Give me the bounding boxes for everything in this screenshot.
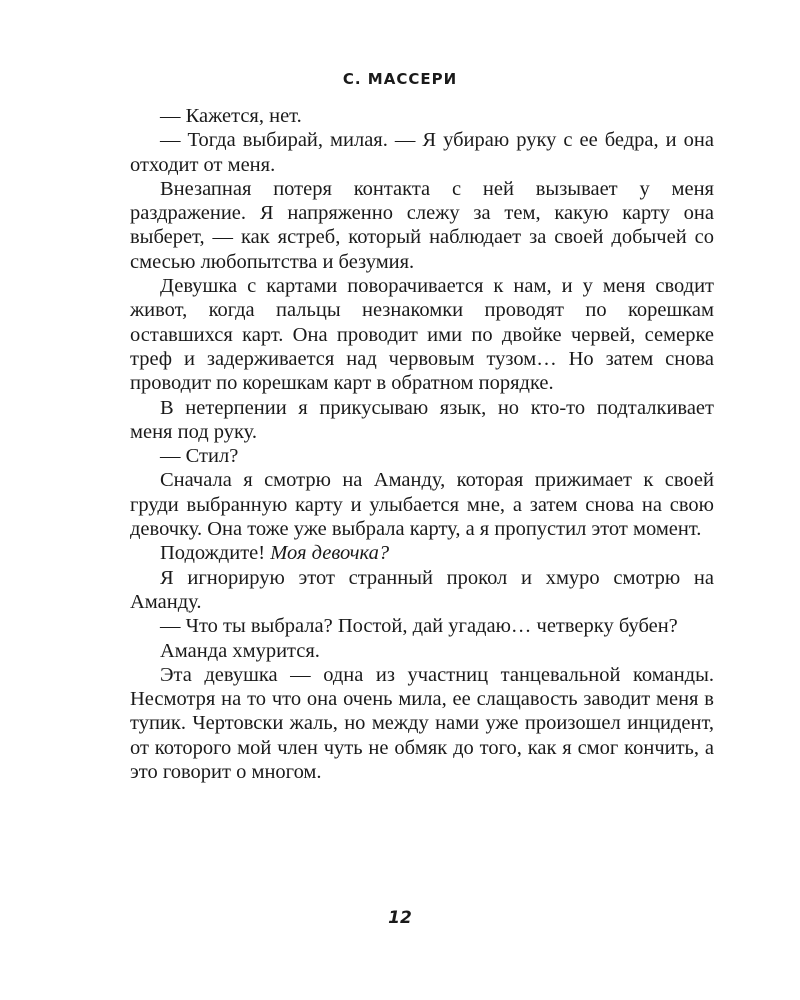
running-header: С. МАССЕРИ — [342, 70, 458, 88]
paragraph: — Что ты выбрала? Постой, дай угадаю… четверку бубен? — [160, 615, 678, 638]
paragraph: — Тогда выбирай, милая. — Я убираю руку с ее бедра, и она отходит от меня. — [130, 129, 714, 176]
paragraph: Девушка с картами поворачивается к нам, и у меня сводит живот, когда пальцы незнакомки проводят по корешкам оставшихся карт. Она проводит ими по двойке червей, семерке треф и задерживается над червовым тузом… Но затем снова проводит по корешкам карт в обратном порядке. — [130, 275, 714, 395]
paragraph: В нетерпении я прикусываю язык, но кто-то подталкивает меня под руку. — [130, 396, 714, 443]
paragraph: — Кажется, нет. — [160, 105, 302, 127]
paragraph: Эта девушка — одна из участниц танцевальной команды. Несмотря на то что она очень мила, ее слащавость заводит меня в тупик. Чертовски жаль, но между нами уже произошел инцидент, от которого мой член чуть не обмяк до того, как я смог кончить, а это говорит о многом. — [130, 663, 714, 784]
paragraph: — Стил? — [160, 445, 239, 468]
body-text — [130, 104, 714, 784]
paragraph-text: Подождите! — [160, 542, 271, 565]
paragraph — [130, 541, 714, 565]
paragraph: Сначала я смотрю на Аманду, которая прижимает к своей груди выбранную карту и улыбается мне, а затем снова на свою девочку. Она тоже уже выбрала карту, а я пропустил этот момент. — [130, 469, 714, 541]
paragraph-emphasis: Моя девочка? — [270, 542, 390, 565]
page-number: 12 — [388, 908, 412, 928]
paragraph: Я игнорирую этот странный прокол и хмуро смотрю на Аманду. — [130, 566, 714, 613]
paragraph: Аманда хмурится. — [160, 639, 320, 662]
paragraph: Внезапная потеря контакта с ней вызывает у меня раздражение. Я напряженно слежу за тем, какую карту она выберет, — как ястреб, который наблюдает за своей добычей со смесью любопытства и безумия. — [130, 177, 714, 273]
